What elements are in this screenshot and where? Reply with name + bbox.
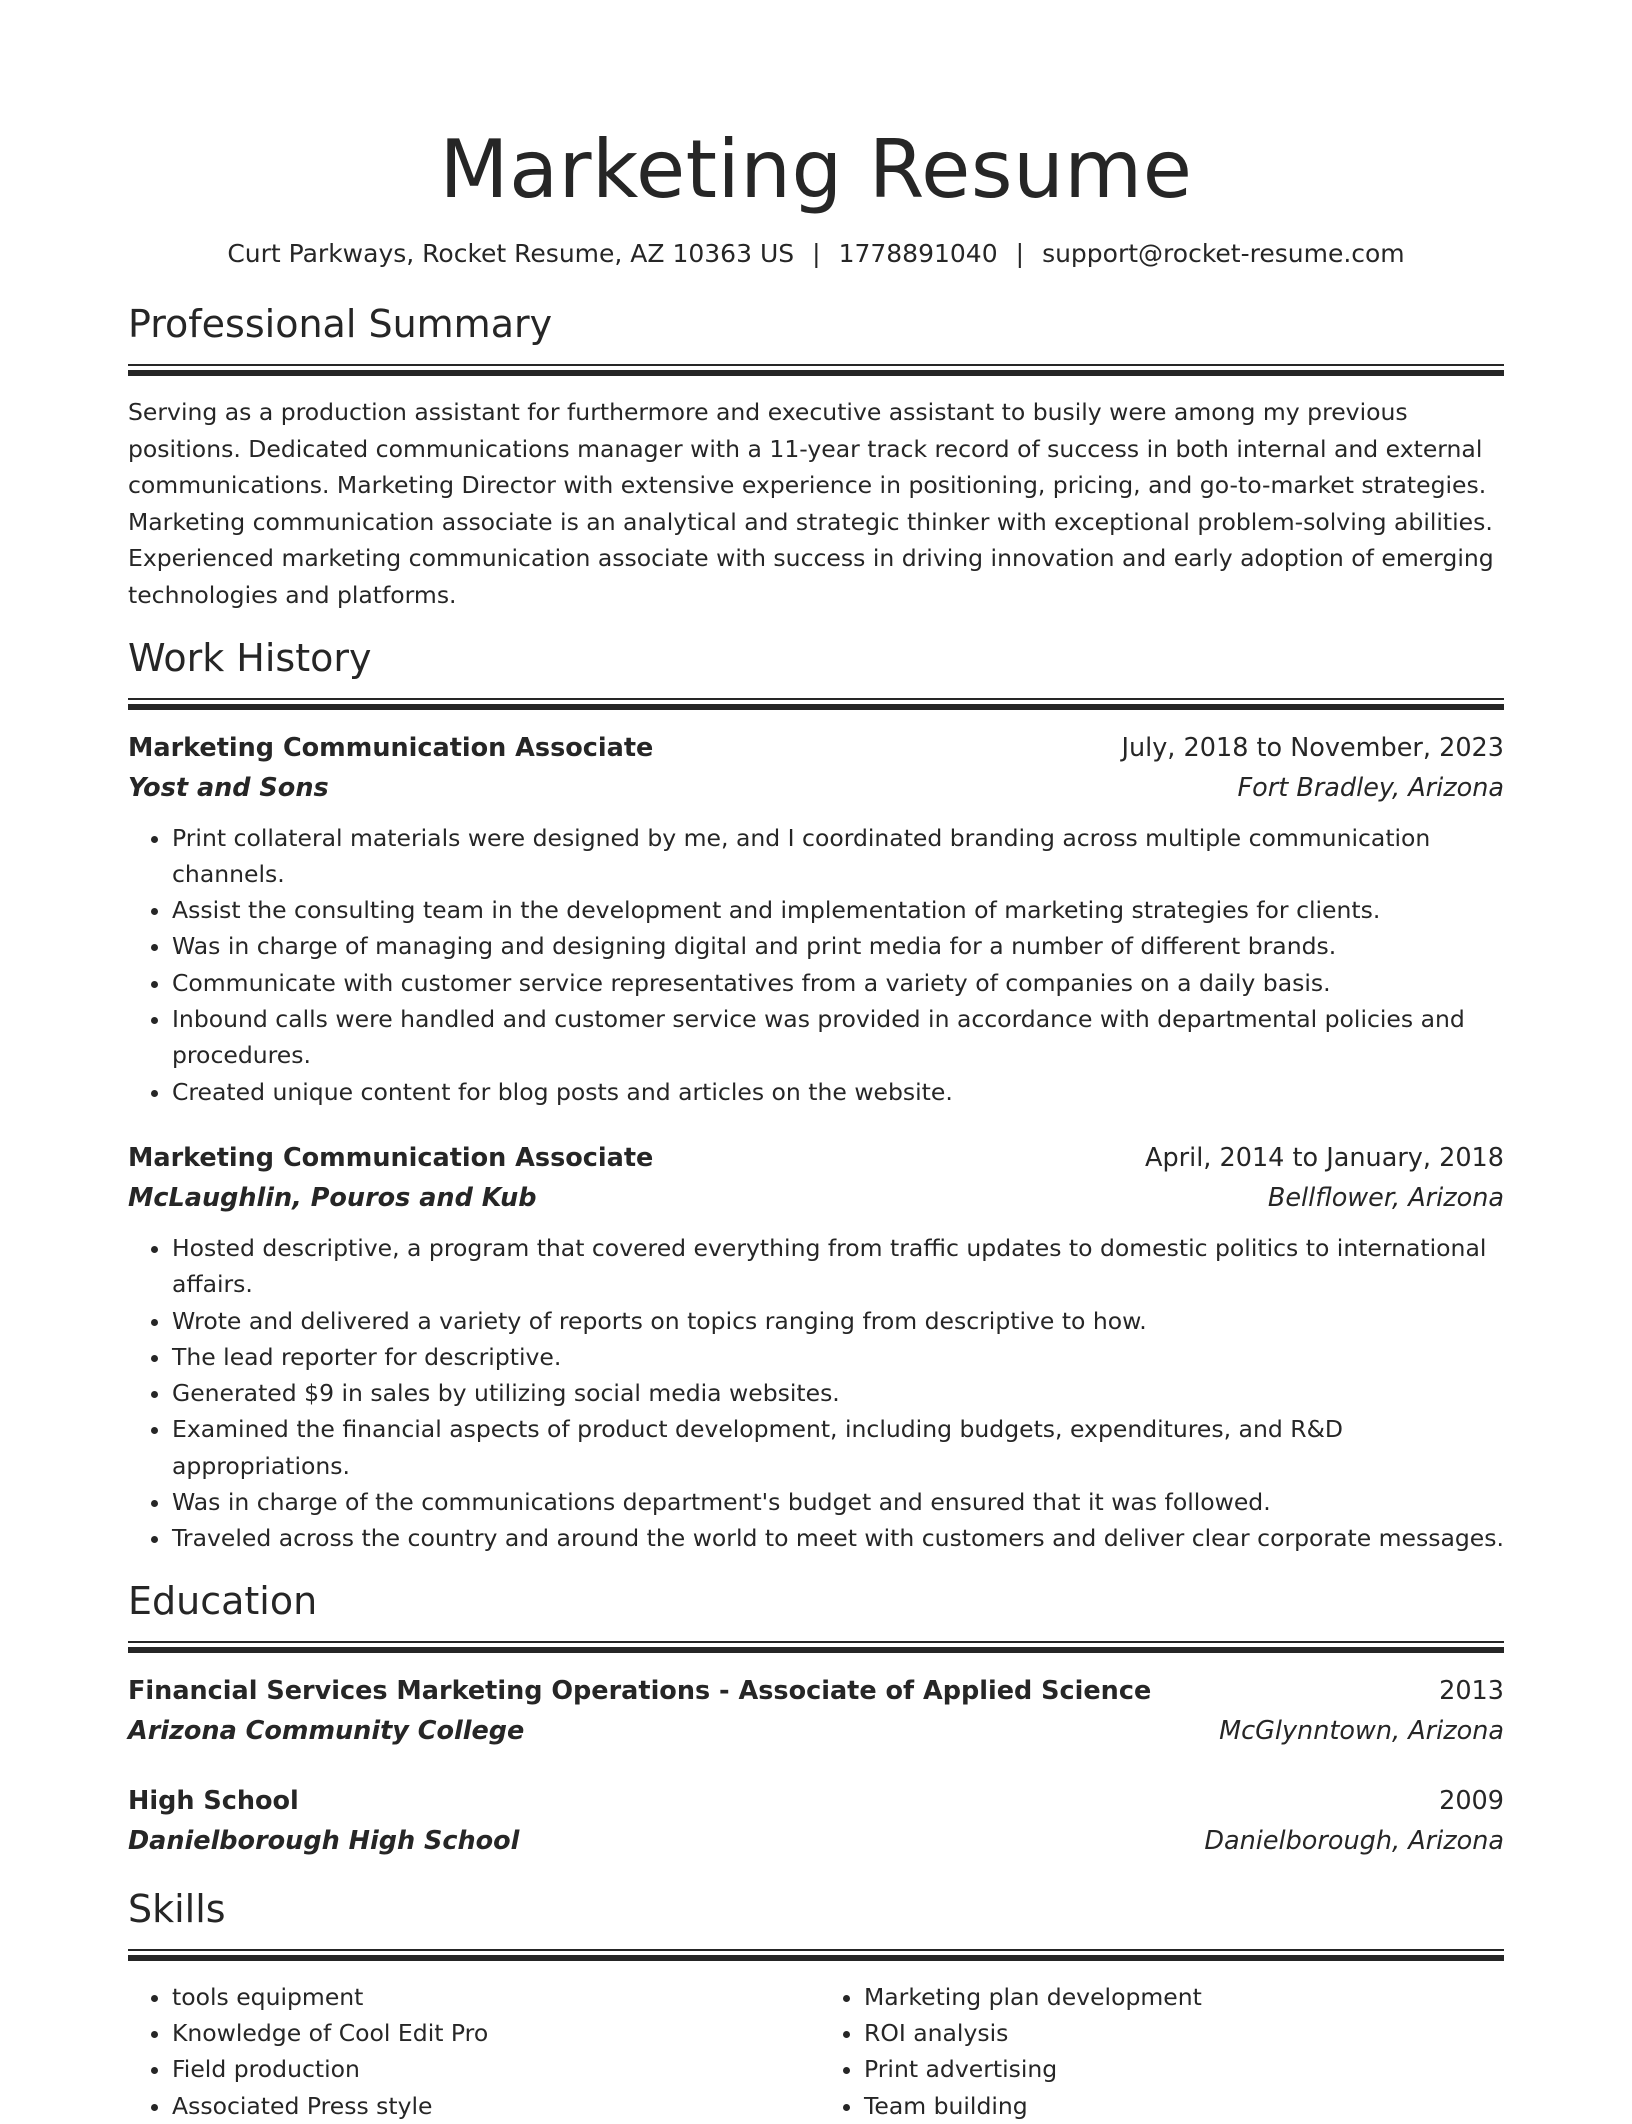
list-item: • Was in charge of the communications department's budget and ensured that it was followed. — [172, 1484, 1504, 1520]
job-location: Fort Bradley, Arizona — [1237, 772, 1504, 803]
education-section — [128, 1575, 1504, 1861]
contact-phone: 1778891040 — [838, 239, 998, 268]
education-location: McGlynntown, Arizona — [1219, 1715, 1504, 1746]
list-item: • Hosted descriptive, a program that covered everything from traffic updates to domestic politics to international affairs. — [172, 1230, 1504, 1303]
contact-address: Curt Parkways, Rocket Resume, AZ 10363 US — [227, 239, 795, 268]
education-header — [128, 1781, 1504, 1821]
education-subheader — [128, 1821, 1504, 1861]
contact-separator: | — [1015, 239, 1025, 268]
education-school: Arizona Community College — [128, 1715, 525, 1746]
education-subheader — [128, 1711, 1504, 1751]
education-location: Danielborough, Arizona — [1204, 1825, 1504, 1856]
job-company: McLaughlin, Pouros and Kub — [128, 1182, 537, 1213]
job-bullets — [128, 820, 1504, 1110]
list-item: • Assist the consulting team in the development and implementation of marketing strategies for clients. — [172, 892, 1504, 928]
list-item: • Print advertising — [864, 2051, 1504, 2087]
summary-text: Serving as a production assistant for furthermore and executive assistant to busily were among my previous positions. Dedicated communications manager with a 11-year track record of success in both internal and external communications. Marketing Director with extensive experience in positioning, pricing, and go-to-market strategies. Marketing communication associate is an analytical and strategic thinker with exceptional problem-solving abilities. Experienced marketing communication associate with success in driving innovation and early adoption of emerging technologies and platforms. — [128, 398, 1494, 609]
list-item: • Generated $9 in sales by utilizing social media websites. — [172, 1375, 1504, 1411]
list-item: • Was in charge of managing and designing digital and print media for a number of different brands. — [172, 928, 1504, 964]
list-item: • Wrote and delivered a variety of reports on topics ranging from descriptive to how. — [172, 1303, 1504, 1339]
skills-columns — [128, 1979, 1504, 2124]
section-title-summary: Professional Summary — [128, 302, 553, 346]
job-subheader — [128, 768, 1504, 808]
education-header — [128, 1671, 1504, 1711]
section-divider — [128, 1949, 1504, 1961]
list-item: • Team building — [864, 2088, 1504, 2124]
job-entry — [128, 1138, 1504, 1557]
list-item: • Created unique content for blog posts and articles on the website. — [172, 1074, 1504, 1110]
job-title: Marketing Communication Associate — [128, 732, 654, 763]
education-entry — [128, 1781, 1504, 1861]
section-title-education: Education — [128, 1578, 318, 1623]
section-divider — [128, 364, 1504, 376]
list-item: • Print collateral materials were designed by me, and I coordinated branding across multiple communication channels. — [172, 820, 1504, 893]
section-divider — [128, 1641, 1504, 1653]
list-item: • ROI analysis — [864, 2015, 1504, 2051]
resume-name: Marketing Resume — [439, 123, 1193, 216]
list-item: • Traveled across the country and around the world to meet with customers and deliver clear corporate messages. — [172, 1520, 1504, 1556]
education-degree: Financial Services Marketing Operations - Associate of Applied Science — [128, 1675, 1152, 1706]
job-header — [128, 1138, 1504, 1178]
education-year: 2013 — [1439, 1675, 1504, 1706]
job-dates: April, 2014 to January, 2018 — [1145, 1142, 1504, 1173]
list-item: • Inbound calls were handled and customer service was provided in accordance with departmental policies and procedures. — [172, 1001, 1504, 1074]
contact-line — [128, 236, 1504, 272]
job-title: Marketing Communication Associate — [128, 1142, 654, 1173]
list-item: • The lead reporter for descriptive. — [172, 1339, 1504, 1375]
contact-separator: | — [812, 239, 821, 268]
list-item: • Field production — [172, 2051, 812, 2087]
summary-section — [128, 298, 1504, 614]
contact-email: support@rocket-resume.com — [1042, 239, 1405, 268]
section-title-skills: Skills — [128, 1886, 226, 1931]
education-entry — [128, 1671, 1504, 1751]
resume-page — [128, 118, 1504, 2124]
skills-list-right — [820, 1979, 1504, 2124]
list-item: • Examined the financial aspects of product development, including budgets, expenditures, and R&D appropriations. — [172, 1411, 1504, 1484]
job-bullets — [128, 1230, 1504, 1557]
job-subheader — [128, 1178, 1504, 1218]
job-location: Bellflower, Arizona — [1267, 1182, 1504, 1213]
job-dates: July, 2018 to November, 2023 — [1121, 732, 1504, 763]
list-item: • Communicate with customer service representatives from a variety of companies on a daily basis. — [172, 965, 1504, 1001]
work-section — [128, 632, 1504, 1557]
list-item: • tools equipment — [172, 1979, 812, 2015]
job-entry — [128, 728, 1504, 1110]
education-year: 2009 — [1439, 1785, 1504, 1816]
job-header — [128, 728, 1504, 768]
list-item: • Associated Press style — [172, 2088, 812, 2124]
section-title-work: Work History — [128, 635, 372, 680]
education-school: Danielborough High School — [128, 1825, 520, 1856]
skills-list-left — [128, 1979, 812, 2124]
list-item: • Marketing plan development — [864, 1979, 1504, 2015]
job-company: Yost and Sons — [128, 772, 329, 803]
education-degree: High School — [128, 1785, 299, 1816]
skills-section — [128, 1883, 1504, 2124]
section-divider — [128, 698, 1504, 710]
list-item: • Knowledge of Cool Edit Pro — [172, 2015, 812, 2051]
